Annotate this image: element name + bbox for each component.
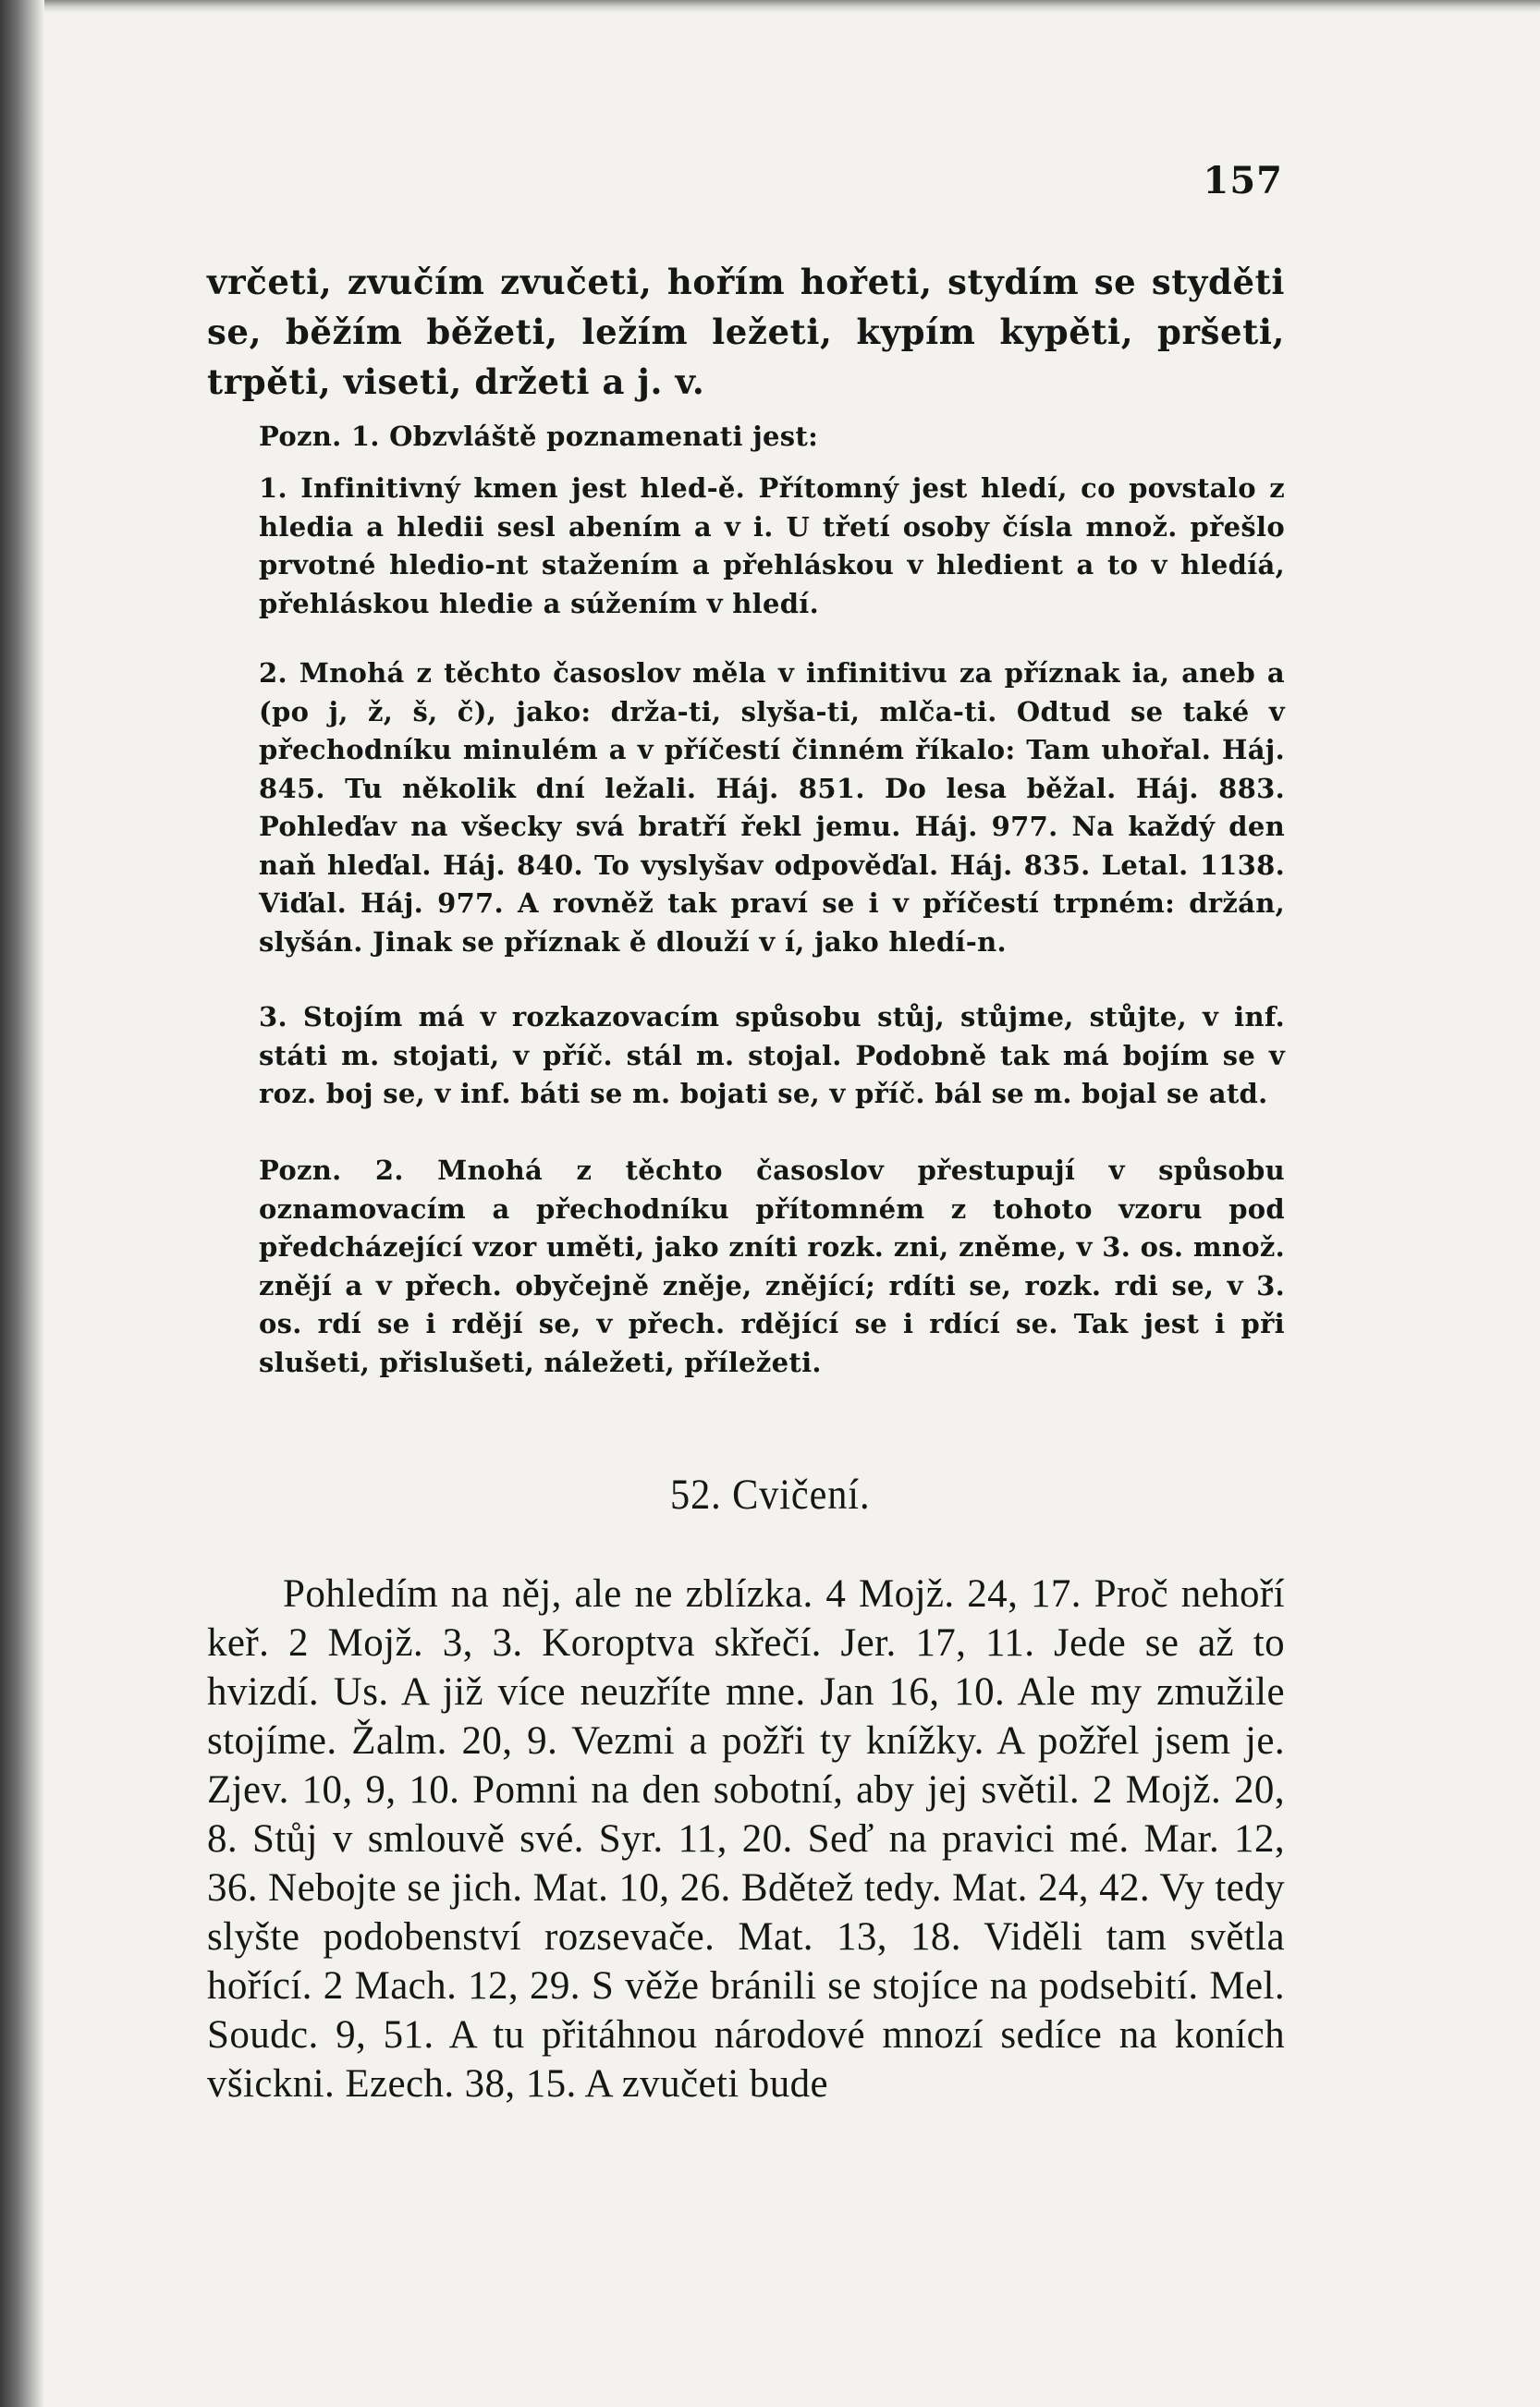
- note1-item-1: 1. Infinitivný kmen jest hled-ě. Přítomný jest hledí, co povstalo z hledia a hledii sesl abením a v i. U třetí osoby čísla množ. přešlo prvotné hledio-nt stažením a přehláskou v hledient a to v hledíá, přehláskou hledie a súžením v hledí.: [259, 472, 1285, 619]
- page-binding-edge: [0, 0, 44, 2407]
- section-heading: 52. Cvičení.: [669, 1471, 871, 1519]
- intro-paragraph: vrčeti, zvučím zvučeti, hořím hořeti, stydím se styděti se, běžím běžeti, ležím ležeti, kypím kypěti, pršeti, trpěti, viseti, držeti a j. v.: [207, 262, 1285, 402]
- page-top-edge: [0, 0, 1540, 13]
- exercise-text: Pohledím na něj, ale ne zblízka. 4 Mojž. 24, 17. Proč nehoří keř. 2 Mojž. 3, 3. Koroptva skřečí. Jer. 17, 11. Jede se až to hvizdí. Us. A již více neuzříte mne. Jan 16, 10. Ale my zmužile stojíme. Žalm. 20, 9. Vezmi a požři ty knížky. A požřel jsem je. Zjev. 10, 9, 10. Pomni na den sobotní, aby jej světil. 2 Mojž. 20, 8. Stůj v smlouvě své. Syr. 11, 20. Seď na pravici mé. Mar. 12, 36. Nebojte se jich. Mat. 10, 26. Bdětež tedy. Mat. 24, 42. Vy tedy slyšte podobenství rozsevače. Mat. 13, 18. Viděli tam světla hořící. 2 Mach. 12, 29. S věže bránili se stojíce na podsebití. Mel. Soudc. 9, 51. A tu přitáhnou národové mnozí sedíce na koních všickni. Ezech. 38, 15. A zvučeti bude: [207, 1572, 1285, 2106]
- note1-item-2: 2. Mnohá z těchto časoslov měla v infinitivu za příznak ia, aneb a (po j, ž, š, č), jako: drža-ti, slyša-ti, mlča-ti. Odtud se také v přechodníku minulém a v příčestí činném říkalo: Tam uhořal. Háj. 845. Tu několik dní ležali. Háj. 851. Do lesa běžal. Háj. 883. Pohleďav na všecky svá bratří řekl jemu. Háj. 977. Na každý den naň hleďal. Háj. 840. To vyslyšav odpověďal. Háj. 835. Letal. 1138. Viďal. Háj. 977. A rovněž tak praví se i v příčestí trpném: držán, slyšán. Jinak se příznak ě dlouží v í, jako hledí-n.: [259, 657, 1285, 958]
- note1-item-3: 3. Stojím má v rozkazovacím spůsobu stůj, stůjme, stůjte, v inf. státi m. stojati, v příč. stál m. stojal. Podobně tak má bojím se v roz. boj se, v inf. báti se m. bojati se, v příč. bál se m. bojal se atd.: [259, 1001, 1285, 1109]
- page-number: 157: [1203, 159, 1283, 202]
- note1-heading: Pozn. 1. Obzvláště poznamenati jest:: [259, 421, 819, 452]
- note-2: Pozn. 2. Mnohá z těchto časoslov přestupují v spůsobu oznamovacím a přechodníku přítomném z tohoto vzoru pod předcházející vzor uměti, jako zníti rozk. zni, zněme, v 3. os. množ. znějí a v přech. obyčejně zněje, znějící; rdíti se, rozk. rdi se, v 3. os. rdí se i rdějí se, v přech. rdějící se i rdící se. Tak jest i při slušeti, přislušeti, náležeti, příležeti.: [259, 1155, 1285, 1378]
